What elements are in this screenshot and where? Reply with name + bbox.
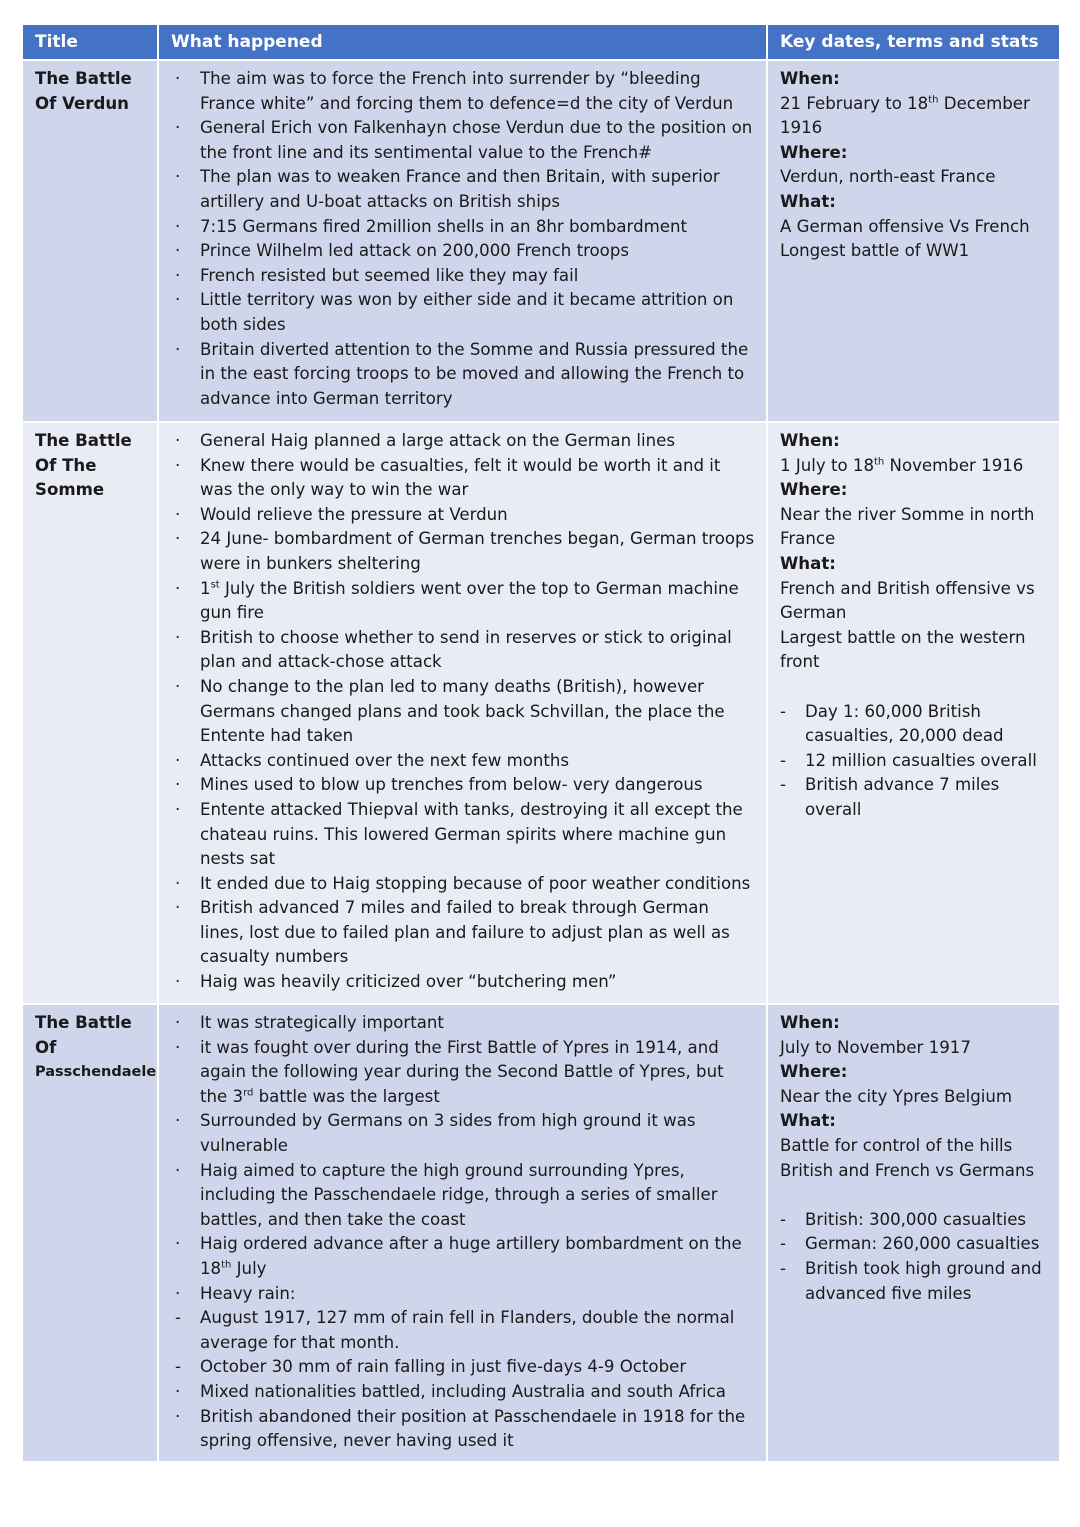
header-key-dates: Key dates, terms and stats [767,24,1060,60]
row-verdun [22,60,1060,422]
list-item: · it was fought over during the First Battle of Ypres in 1914, and again the following year during the Second Battle of Ypres, but the 3rd battle was the largest [175,1037,724,1106]
events-cell-passchendaele [158,1004,767,1462]
where-value: Verdun, north-east France [780,167,996,187]
list-item: · French resisted but seemed like they may fail [175,264,756,289]
list-item: · General Haig planned a large attack on the German lines [175,429,756,454]
list-item: · Haig was heavily criticized over “butchering men” [175,970,756,995]
list-item: · Would relieve the pressure at Verdun [175,503,756,528]
what-label: What: [780,191,836,211]
what-value: Longest battle of WW1 [780,241,970,261]
bullet-icon: · [175,972,181,992]
list-item: · It ended due to Haig stopping because of poor weather conditions [175,872,756,897]
bullet-icon: · [175,578,181,598]
what-label: What: [780,1111,836,1131]
bullet-icon: · [175,290,181,310]
bullet-icon: · [175,1013,181,1032]
bullet-icon: · [175,898,181,918]
list-item: · Mixed nationalities battled, including Australia and south Africa [175,1380,756,1405]
bullet-icon: · [175,1160,181,1180]
dash-icon: - [175,1308,181,1328]
list-item: · Prince Wilhelm led attack on 200,000 French troops [175,239,756,264]
list-item: - Day 1: 60,000 British casualties, 20,000 dead [780,701,1004,746]
title-line: The Battle [35,69,132,88]
list-item: - 12 million casualties overall [780,749,1053,774]
events-list [175,429,756,995]
dash-icon: - [780,750,786,770]
list-item: · Heavy rain: [175,1282,756,1307]
list-item: · Mines used to blow up trenches from below- very dangerous [175,773,756,798]
list-item: · Haig ordered advance after a huge artillery bombardment on the 18th July [175,1234,742,1278]
spacer [780,1183,1053,1208]
when-value: 21 February to 18th December 1916 [780,93,1030,138]
title-cell-somme [22,422,158,1004]
list-item: · The aim was to force the French into surrender by “bleeding France white” and forcing them to defence=d the city of Verdun [175,69,734,113]
dash-icon: - [175,1357,181,1377]
when-label: When: [780,431,840,450]
spacer [780,675,1053,700]
what-value: Largest battle on the western front [780,627,1026,672]
title-line: The Battle [35,1013,132,1032]
header-title: Title [22,24,158,60]
title-line: Of [35,1037,57,1057]
bullet-icon: · [175,799,181,819]
title-line: Of Verdun [35,93,129,113]
title-cell-passchendaele [22,1004,158,1462]
list-item: · Entente attacked Thiepval with tanks, destroying it all except the chateau ruins. This lowered German spirits where machine gun nests sat [175,799,743,869]
bullet-icon: · [175,167,181,187]
list-item: - German: 260,000 casualties [780,1232,1053,1257]
header-what-happened: What happened [158,24,767,60]
what-label: What: [780,553,836,573]
what-value: British and French vs Germans [780,1160,1035,1180]
dash-icon: - [780,775,786,795]
list-item: · Little territory was won by either side and it became attrition on both sides [175,290,734,334]
bullet-icon: · [175,118,181,138]
list-item: · British abandoned their position at Passchendaele in 1918 for the spring offensive, never having used it [175,1406,746,1451]
bullet-icon: · [175,1037,181,1057]
list-item: · No change to the plan led to many deaths (British), however Germans changed plans and took back Schvillan, the place the Entente had taken [175,676,725,746]
where-label: Where: [780,1062,848,1082]
keys-cell-somme [767,422,1060,1004]
bullet-icon: · [175,1283,181,1303]
bullet-icon: · [175,1406,181,1426]
bullet-icon: · [175,775,181,795]
title-line: Of The [35,455,97,475]
bullet-icon: · [175,431,181,450]
what-value: French and British offensive vs German [780,578,1035,623]
dash-icon: - [780,1209,786,1229]
list-item: · Knew there would be casualties, felt it would be worth it and it was the only way to win the war [175,455,721,500]
when-value: July to November 1917 [780,1037,971,1057]
list-item: · Attacks continued over the next few months [175,749,756,774]
list-item: · 1st July the British soldiers went over the top to German machine gun fire [175,578,739,623]
list-item: · It was strategically important [175,1011,756,1036]
keys-cell-passchendaele [767,1004,1060,1462]
when-value: 1 July to 18th November 1916 [780,455,1024,475]
where-label: Where: [780,142,848,162]
list-item: · Britain diverted attention to the Somme and Russia pressured the in the east forcing troops to be moved and allowing the French to advance into German territory [175,339,749,408]
bullet-icon: · [175,339,181,359]
battles-table [21,23,1061,1463]
bullet-icon: · [175,529,181,549]
bullet-icon: · [175,1381,181,1401]
list-item: - August 1917, 127 mm of rain fell in Flanders, double the normal average for that month. [175,1308,735,1352]
events-list [175,1011,756,1454]
bullet-icon: · [175,241,181,261]
title-cell-verdun [22,60,158,422]
list-item: · 7:15 Germans fired 2million shells in an 8hr bombardment [175,215,756,240]
bullet-icon: · [175,1234,181,1254]
when-label: When: [780,69,840,88]
stats-list [780,700,1053,823]
where-label: Where: [780,480,848,500]
list-item: · 24 June- bombardment of German trenches began, German troops were in bunkers sheltering [175,529,755,573]
events-cell-verdun [158,60,767,422]
dash-icon: - [780,1234,786,1254]
bullet-icon: · [175,873,181,893]
where-value: Near the city Ypres Belgium [780,1086,1013,1106]
list-item: - British advance 7 miles overall [780,775,1000,819]
list-item: · British advanced 7 miles and failed to break through German lines, lost due to failed plan and failure to adjust plan as well as casualty numbers [175,898,730,967]
dash-icon: - [780,701,786,721]
bullet-icon: · [175,750,181,770]
events-list [175,67,756,411]
list-item: · Haig aimed to capture the high ground surrounding Ypres, including the Passchendaele ridge, through a series of smaller battles, and then take the coast [175,1160,718,1229]
list-item: · Surrounded by Germans on 3 sides from high ground it was vulnerable [175,1111,696,1155]
dash-icon: - [780,1258,786,1278]
list-item: - British: 300,000 casualties [780,1208,1053,1233]
row-somme [22,422,1060,1004]
bullet-icon: · [175,1111,181,1131]
list-item: · The plan was to weaken France and then Britain, with superior artillery and U-boat attacks on British ships [175,167,720,211]
bullet-icon: · [175,216,181,236]
title-line: Somme [35,480,105,500]
list-item: · British to choose whether to send in reserves or stick to original plan and attack-chose attack [175,627,732,672]
when-label: When: [780,1013,840,1032]
bullet-icon: · [175,265,181,285]
list-item: - October 30 mm of rain falling in just five-days 4-9 October [175,1355,756,1380]
bullet-icon: · [175,455,181,475]
keys-cell-verdun [767,60,1060,422]
stats-list [780,1208,1053,1306]
list-item: · General Erich von Falkenhayn chose Verdun due to the position on the front line and its sentimental value to the French# [175,118,753,162]
bullet-icon: · [175,627,181,647]
row-passchendaele [22,1004,1060,1462]
title-line: The Battle [35,431,132,450]
what-value: A German offensive Vs French [780,216,1030,236]
bullet-icon: · [175,504,181,524]
bullet-icon: · [175,676,181,696]
header-row [22,24,1060,60]
list-item: - British took high ground and advanced five miles [780,1258,1042,1303]
title-line: Passchendaele [35,1064,157,1081]
bullet-icon: · [175,69,181,88]
where-value: Near the river Somme in north France [780,504,1035,549]
what-value: Battle for control of the hills [780,1135,1013,1155]
events-cell-somme [158,422,767,1004]
